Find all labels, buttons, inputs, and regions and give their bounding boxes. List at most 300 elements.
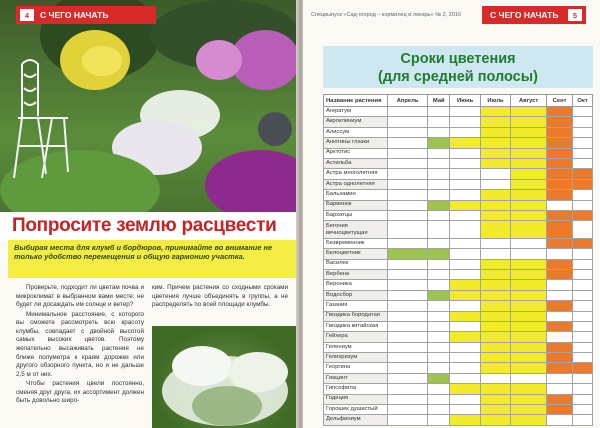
bloom-cell — [428, 179, 450, 189]
bloom-cell — [511, 332, 547, 342]
bloom-cell — [388, 415, 428, 425]
bloom-cell — [428, 373, 450, 383]
page-number: 5 — [568, 9, 582, 21]
bloom-cell — [388, 158, 428, 168]
bloom-cell — [547, 373, 573, 383]
bloom-cell — [388, 384, 428, 394]
bloom-cell — [511, 301, 547, 311]
bloom-cell — [450, 415, 480, 425]
bloom-cell — [388, 259, 428, 269]
bloom-cell — [388, 179, 428, 189]
table-row — [324, 301, 593, 311]
bloom-cell — [573, 259, 593, 269]
table-row — [324, 332, 593, 342]
bloom-cell — [388, 269, 428, 279]
plant-name: Дельфиниум — [324, 415, 388, 425]
bloom-cell — [547, 342, 573, 352]
bloom-cell — [428, 238, 450, 248]
garden-chair-illustration — [8, 54, 72, 182]
bloom-cell — [428, 332, 450, 342]
bloom-cell — [428, 290, 450, 300]
bloom-cell — [511, 311, 547, 321]
bloom-cell — [428, 249, 450, 259]
table-row — [324, 363, 593, 373]
bloom-cell — [450, 259, 480, 269]
page-number: 4 — [20, 9, 34, 21]
plant-name: Барвинок — [324, 200, 388, 210]
bloom-cell — [450, 190, 480, 200]
table-row — [324, 169, 593, 179]
plant-name: Гипсофила — [324, 384, 388, 394]
bloom-cell — [573, 158, 593, 168]
bloom-cell — [480, 384, 510, 394]
section-header — [16, 6, 156, 24]
section-label: С ЧЕГО НАЧАТЬ — [40, 10, 109, 20]
bloom-cell — [388, 290, 428, 300]
bloom-cell — [428, 210, 450, 220]
bloom-cell — [480, 190, 510, 200]
table-row — [324, 158, 593, 168]
table-row — [324, 321, 593, 331]
table-row — [324, 373, 593, 383]
plant-name: Астра однолетняя — [324, 179, 388, 189]
bloom-cell — [511, 280, 547, 290]
bloom-cell — [547, 394, 573, 404]
bloom-cell — [511, 415, 547, 425]
bloom-cell — [547, 332, 573, 342]
bloom-cell — [511, 200, 547, 210]
plant-name: Агератум — [324, 107, 388, 117]
bloom-cell — [450, 353, 480, 363]
bloom-cell — [511, 179, 547, 189]
bloom-cell — [450, 117, 480, 127]
table-row — [324, 190, 593, 200]
bloom-cell — [428, 107, 450, 117]
bloom-cell — [547, 127, 573, 137]
bloom-cell — [450, 200, 480, 210]
paragraph: ким. Причем растения со сходными сроками цветения лучше объединять в группы, а не распределять по всей площади клумбы. — [152, 284, 288, 309]
bloom-cell — [428, 127, 450, 137]
bloom-cell — [511, 321, 547, 331]
bloom-cell — [511, 169, 547, 179]
bloom-cell — [428, 280, 450, 290]
bloom-cell — [480, 394, 510, 404]
bloom-cell — [547, 221, 573, 239]
bloom-calendar-table — [323, 94, 593, 426]
bloom-cell — [388, 363, 428, 373]
bloom-cell — [388, 394, 428, 404]
issue-line: Спецвыпуск «Сад-огород – кормилец и лекарь» № 2, 2016 — [311, 12, 462, 18]
bloom-cell — [388, 200, 428, 210]
bloom-cell — [428, 405, 450, 415]
plant-name: Гиацинт — [324, 373, 388, 383]
table-row — [324, 269, 593, 279]
bloom-cell — [547, 148, 573, 158]
bloom-cell — [511, 138, 547, 148]
plant-name: Бальзамин — [324, 190, 388, 200]
plant-name: Гелихризум — [324, 353, 388, 363]
bloom-cell — [547, 301, 573, 311]
bloom-cell — [428, 169, 450, 179]
bloom-cell — [450, 158, 480, 168]
bloom-cell — [511, 353, 547, 363]
bloom-cell — [428, 363, 450, 373]
bloom-cell — [480, 353, 510, 363]
plant-name: Вербена — [324, 269, 388, 279]
bloom-cell — [547, 158, 573, 168]
bloom-cell — [450, 269, 480, 279]
table-row — [324, 200, 593, 210]
bloom-cell — [511, 269, 547, 279]
bloom-cell — [428, 269, 450, 279]
table-row — [324, 280, 593, 290]
bloom-cell — [450, 384, 480, 394]
bloom-cell — [480, 259, 510, 269]
bloom-cell — [480, 148, 510, 158]
bloom-cell — [450, 238, 480, 248]
bloom-cell — [480, 311, 510, 321]
bloom-cell — [450, 179, 480, 189]
bloom-cell — [547, 190, 573, 200]
bloom-cell — [547, 384, 573, 394]
bloom-cell — [547, 363, 573, 373]
bloom-cell — [547, 311, 573, 321]
table-row — [324, 210, 593, 220]
bloom-cell — [450, 290, 480, 300]
bloom-cell — [480, 158, 510, 168]
bloom-cell — [388, 249, 428, 259]
column-header: Сент — [547, 95, 573, 107]
bloom-cell — [573, 321, 593, 331]
bloom-cell — [547, 269, 573, 279]
bloom-cell — [547, 238, 573, 248]
bloom-cell — [450, 138, 480, 148]
plant-name: Акроклиниум — [324, 117, 388, 127]
section-header — [482, 6, 586, 24]
bloom-cell — [573, 249, 593, 259]
plant-name: Бархатцы — [324, 210, 388, 220]
bloom-cell — [428, 353, 450, 363]
bloom-cell — [511, 342, 547, 352]
bloom-cell — [480, 321, 510, 331]
right-page — [303, 0, 600, 428]
plant-name: Вероника — [324, 280, 388, 290]
table-row — [324, 107, 593, 117]
bloom-cell — [428, 158, 450, 168]
bloom-cell — [480, 290, 510, 300]
bloom-cell — [547, 200, 573, 210]
bloom-cell — [388, 353, 428, 363]
bloom-cell — [511, 363, 547, 373]
bloom-cell — [450, 405, 480, 415]
bloom-cell — [547, 107, 573, 117]
bloom-cell — [450, 210, 480, 220]
bloom-cell — [480, 342, 510, 352]
plant-name: Астра многолетняя — [324, 169, 388, 179]
table-row — [324, 415, 593, 425]
article-title: Попросите землю расцвести — [12, 215, 277, 236]
bloom-cell — [547, 353, 573, 363]
table-header-row — [324, 95, 593, 107]
bloom-cell — [480, 405, 510, 415]
text-column-1 — [16, 284, 144, 407]
article-lead: Выбирая места для клумб и бордюров, принимайте во внимание не только удобство перемещения и общую гармонию участка. — [8, 240, 298, 278]
bloom-cell — [388, 301, 428, 311]
bloom-cell — [388, 148, 428, 158]
bloom-cell — [547, 210, 573, 220]
bloom-cell — [388, 221, 428, 239]
plant-name: Водосбор — [324, 290, 388, 300]
bloom-cell — [573, 332, 593, 342]
bloom-cell — [388, 321, 428, 331]
bloom-cell — [573, 342, 593, 352]
bloom-cell — [480, 210, 510, 220]
bloom-cell — [388, 405, 428, 415]
plant-name: Безвременник — [324, 238, 388, 248]
bloom-cell — [511, 249, 547, 259]
table-row — [324, 384, 593, 394]
column-header: Август — [511, 95, 547, 107]
bloom-cell — [573, 373, 593, 383]
plant-name: Арктотис — [324, 148, 388, 158]
bloom-cell — [547, 415, 573, 425]
bloom-cell — [428, 138, 450, 148]
bloom-cell — [511, 259, 547, 269]
bloom-cell — [573, 353, 593, 363]
table-row — [324, 290, 593, 300]
bloom-cell — [388, 190, 428, 200]
plant-name: Алиссум — [324, 127, 388, 137]
bloom-cell — [480, 249, 510, 259]
bloom-cell — [428, 384, 450, 394]
bloom-cell — [573, 238, 593, 248]
bloom-cell — [547, 405, 573, 415]
bloom-cell — [428, 321, 450, 331]
bloom-cell — [388, 117, 428, 127]
bloom-cell — [480, 363, 510, 373]
table-row — [324, 259, 593, 269]
bloom-cell — [573, 311, 593, 321]
table-row — [324, 221, 593, 239]
bloom-cell — [480, 200, 510, 210]
column-header: Название растения — [324, 95, 388, 107]
table-title-box — [323, 46, 593, 88]
bloom-cell — [547, 117, 573, 127]
bloom-cell — [573, 280, 593, 290]
bloom-cell — [480, 415, 510, 425]
plant-name: Гейхера — [324, 332, 388, 342]
bloom-cell — [450, 373, 480, 383]
bloom-cell — [388, 342, 428, 352]
table-row — [324, 311, 593, 321]
bloom-cell — [428, 342, 450, 352]
bloom-cell — [573, 405, 593, 415]
bloom-cell — [573, 169, 593, 179]
bloom-cell — [573, 384, 593, 394]
bloom-cell — [511, 373, 547, 383]
bloom-cell — [480, 269, 510, 279]
bloom-cell — [428, 259, 450, 269]
bloom-cell — [511, 384, 547, 394]
plant-name: Бегония вечноцветущая — [324, 221, 388, 239]
table-row — [324, 249, 593, 259]
bloom-cell — [511, 148, 547, 158]
bloom-cell — [573, 117, 593, 127]
bloom-cell — [573, 138, 593, 148]
bloom-cell — [388, 210, 428, 220]
bloom-cell — [511, 158, 547, 168]
bloom-cell — [428, 200, 450, 210]
bloom-cell — [480, 179, 510, 189]
bloom-cell — [480, 117, 510, 127]
column-header: Июль — [480, 95, 510, 107]
bloom-cell — [480, 169, 510, 179]
bloom-cell — [450, 332, 480, 342]
bloom-cell — [573, 200, 593, 210]
column-header: Апрель — [388, 95, 428, 107]
bloom-cell — [547, 179, 573, 189]
column-header: Окт — [573, 95, 593, 107]
bloom-cell — [450, 169, 480, 179]
bloom-cell — [573, 148, 593, 158]
bloom-cell — [573, 269, 593, 279]
plant-name: Анютины глазки — [324, 138, 388, 148]
flower-bush-photo — [152, 326, 298, 428]
bloom-cell — [450, 363, 480, 373]
column-header: Июнь — [450, 95, 480, 107]
bloom-cell — [547, 290, 573, 300]
bloom-cell — [511, 238, 547, 248]
bloom-cell — [450, 301, 480, 311]
bloom-cell — [388, 238, 428, 248]
bloom-cell — [428, 394, 450, 404]
paragraph: Минимальное расстояние, с которого вы сможете рассмотреть всю красоту клумбы, совпадает с двойной высотой самых высоких цветов. Поэтому желательно высаживать растения не ближе полуметра к краям дорожки или другого обзорного пункта, но и не дальше 2,5 м от них. — [16, 310, 144, 378]
bloom-cell — [450, 249, 480, 259]
table-row — [324, 238, 593, 248]
plant-name: Годеция — [324, 394, 388, 404]
bloom-cell — [388, 332, 428, 342]
bloom-cell — [388, 107, 428, 117]
plant-name: Гвоздика бородатая — [324, 311, 388, 321]
bloom-cell — [450, 311, 480, 321]
bloom-cell — [573, 210, 593, 220]
bloom-cell — [511, 107, 547, 117]
bloom-cell — [428, 415, 450, 425]
bloom-cell — [450, 321, 480, 331]
bloom-cell — [547, 169, 573, 179]
bloom-cell — [480, 238, 510, 248]
table-row — [324, 148, 593, 158]
bloom-cell — [573, 301, 593, 311]
bloom-cell — [388, 169, 428, 179]
bloom-cell — [450, 107, 480, 117]
bloom-cell — [450, 148, 480, 158]
bloom-cell — [573, 190, 593, 200]
bloom-cell — [428, 148, 450, 158]
bloom-cell — [547, 321, 573, 331]
table-row — [324, 138, 593, 148]
bloom-cell — [450, 127, 480, 137]
plant-name: Газания — [324, 301, 388, 311]
bloom-cell — [480, 280, 510, 290]
bloom-cell — [388, 138, 428, 148]
table-row — [324, 127, 593, 137]
bloom-cell — [480, 127, 510, 137]
bloom-cell — [428, 311, 450, 321]
bloom-cell — [388, 311, 428, 321]
bloom-cell — [511, 394, 547, 404]
bloom-cell — [428, 117, 450, 127]
bloom-cell — [547, 249, 573, 259]
bloom-cell — [450, 221, 480, 239]
bloom-cell — [428, 221, 450, 239]
bloom-cell — [511, 190, 547, 200]
table-row — [324, 117, 593, 127]
bloom-cell — [450, 394, 480, 404]
table-row — [324, 342, 593, 352]
bloom-cell — [388, 127, 428, 137]
bloom-cell — [450, 280, 480, 290]
bloom-cell — [547, 280, 573, 290]
bloom-cell — [428, 190, 450, 200]
plant-name: Георгина — [324, 363, 388, 373]
bloom-cell — [480, 373, 510, 383]
bloom-cell — [573, 290, 593, 300]
column-header: Май — [428, 95, 450, 107]
bloom-cell — [511, 127, 547, 137]
bloom-cell — [388, 373, 428, 383]
bloom-cell — [573, 415, 593, 425]
table-title: Сроки цветения — [400, 51, 516, 67]
bloom-cell — [573, 127, 593, 137]
plant-name: Гвоздика китайская — [324, 321, 388, 331]
bloom-cell — [480, 138, 510, 148]
bloom-cell — [480, 332, 510, 342]
bloom-cell — [450, 342, 480, 352]
text-column-2 — [152, 284, 288, 311]
bloom-cell — [511, 290, 547, 300]
bloom-cell — [573, 107, 593, 117]
plant-name: Астильба — [324, 158, 388, 168]
bloom-cell — [388, 280, 428, 290]
table-row — [324, 394, 593, 404]
table-row — [324, 405, 593, 415]
plant-name: Белоцветник — [324, 249, 388, 259]
bloom-cell — [547, 259, 573, 269]
bloom-cell — [573, 179, 593, 189]
paragraph: Чтобы растения цвели постоянно, сменяя друг друга, их ассортимент должен быть довольно широ- — [16, 380, 144, 405]
bloom-cell — [573, 363, 593, 373]
left-page — [0, 0, 298, 428]
plant-name: Гелениум — [324, 342, 388, 352]
table-subtitle: (для средней полосы) — [378, 69, 538, 86]
plant-name: Василек — [324, 259, 388, 269]
bloom-cell — [573, 394, 593, 404]
paragraph: Проверьте, подходит ли цветам почва и микроклимат в выбранном вами месте: не будет ли досаждать им солнце и ветер? — [16, 284, 144, 309]
bloom-cell — [511, 210, 547, 220]
bloom-cell — [428, 301, 450, 311]
bloom-cell — [511, 405, 547, 415]
bloom-cell — [480, 301, 510, 311]
bloom-cell — [547, 138, 573, 148]
plant-name: Горошек душистый — [324, 405, 388, 415]
bloom-cell — [480, 221, 510, 239]
bloom-cell — [573, 221, 593, 239]
table-row — [324, 179, 593, 189]
garden-photo — [0, 0, 298, 212]
table-row — [324, 353, 593, 363]
bloom-cell — [511, 117, 547, 127]
